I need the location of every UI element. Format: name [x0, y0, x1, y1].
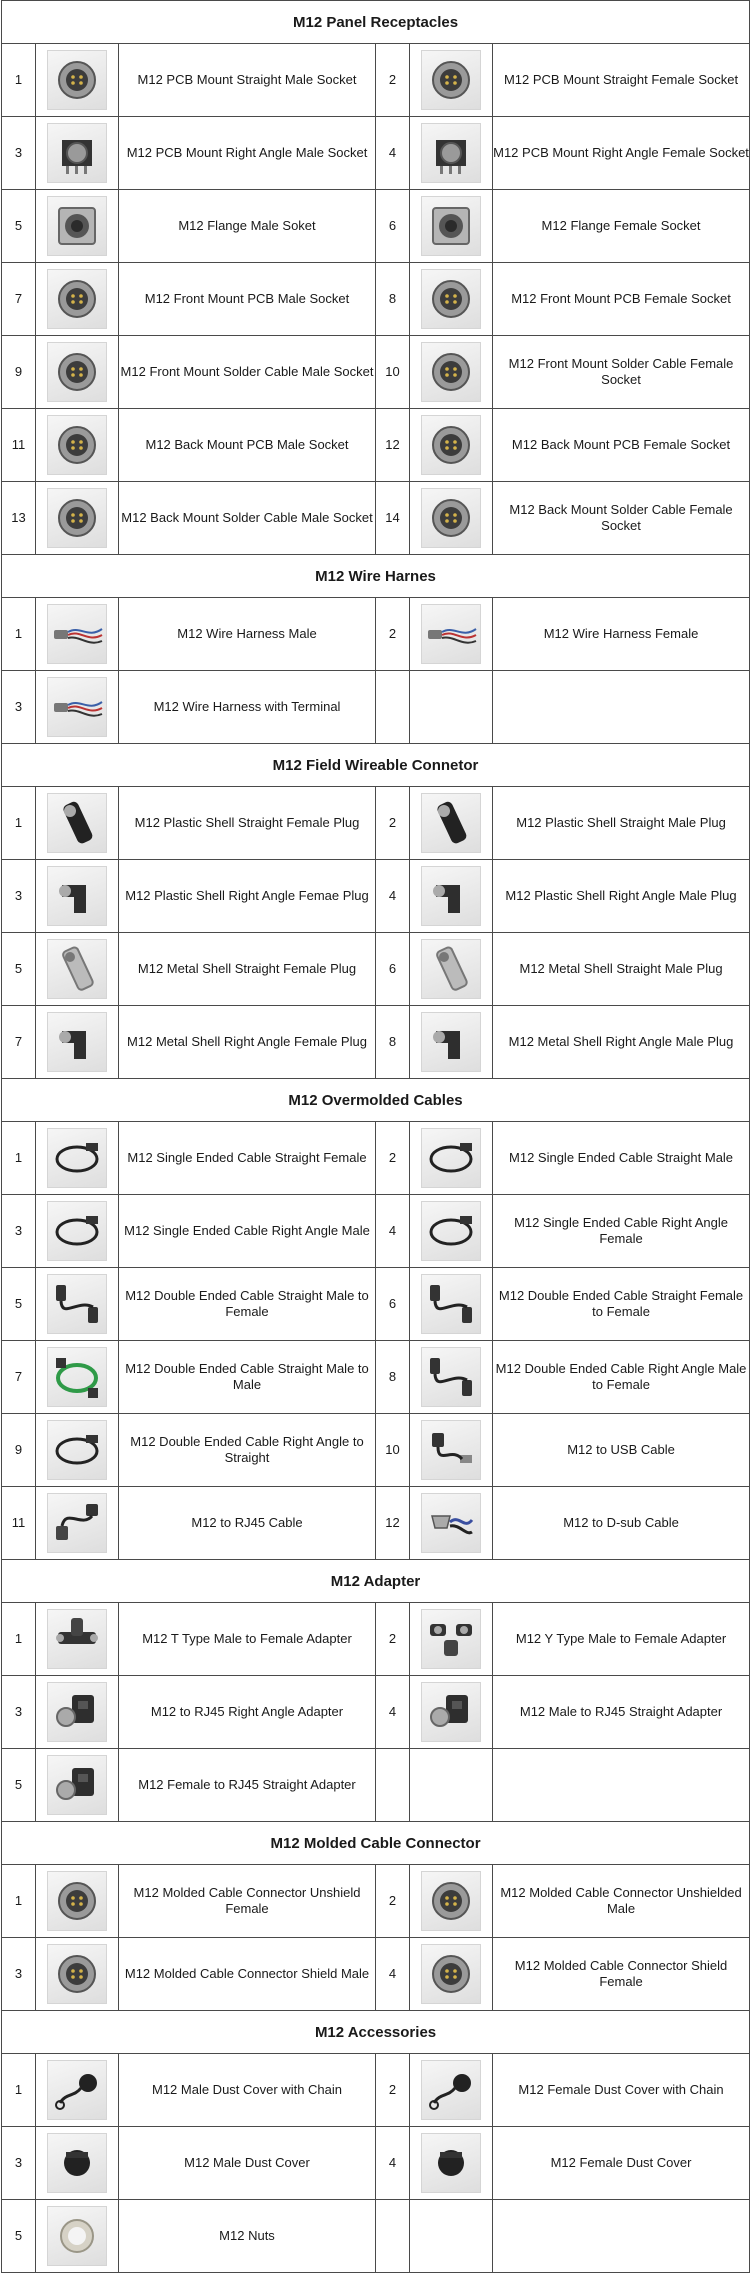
usb-cable-icon [421, 1420, 481, 1480]
product-image-cell [410, 409, 493, 482]
product-image-cell [410, 482, 493, 555]
product-image-cell [36, 409, 119, 482]
green-cable-icon [47, 1347, 107, 1407]
item-number: 1 [2, 2054, 36, 2127]
section-title: M12 Accessories [2, 2011, 750, 2054]
item-number: 14 [376, 482, 410, 555]
item-number: 3 [2, 1195, 36, 1268]
product-name: M12 to USB Cable [493, 1414, 750, 1487]
item-number: 8 [376, 1006, 410, 1079]
product-name: M12 Back Mount Solder Cable Male Socket [119, 482, 376, 555]
item-number: 1 [2, 1865, 36, 1938]
product-image-cell [410, 1414, 493, 1487]
item-number: 1 [2, 1122, 36, 1195]
socket-icon [47, 342, 107, 402]
product-image-cell [410, 1865, 493, 1938]
table-row [2, 1195, 750, 1268]
product-image-cell [36, 1487, 119, 1560]
socket-icon [421, 269, 481, 329]
section-header-m12-overmolded-cables [2, 1079, 750, 1122]
item-number: 4 [376, 2127, 410, 2200]
product-name: M12 Molded Cable Connector Shield Male [119, 1938, 376, 2011]
rj45-adapter-icon [47, 1755, 107, 1815]
product-name: M12 Front Mount Solder Cable Female Socket [493, 336, 750, 409]
socket-icon [47, 50, 107, 110]
item-number: 6 [376, 190, 410, 263]
table-row [2, 1676, 750, 1749]
metal-plug-icon [421, 939, 481, 999]
item-number: 1 [2, 1603, 36, 1676]
item-number: 6 [376, 1268, 410, 1341]
wire-harness-icon [421, 604, 481, 664]
product-name: M12 to D-sub Cable [493, 1487, 750, 1560]
right-angle-plug-icon [421, 866, 481, 926]
product-image-cell [36, 263, 119, 336]
section-header-m12-field-wireable-connetor [2, 744, 750, 787]
product-name: M12 Female Dust Cover [493, 2127, 750, 2200]
wire-harness-icon [47, 604, 107, 664]
product-image-cell [36, 1676, 119, 1749]
item-number: 3 [2, 117, 36, 190]
product-image-cell [410, 1006, 493, 1079]
section-header-m12-adapter [2, 1560, 750, 1603]
product-image-cell [410, 1487, 493, 1560]
socket-icon [421, 1871, 481, 1931]
product-name: M12 to RJ45 Right Angle Adapter [119, 1676, 376, 1749]
product-name: M12 Female Dust Cover with Chain [493, 2054, 750, 2127]
product-image-cell [36, 117, 119, 190]
socket-icon [421, 50, 481, 110]
empty-cell [376, 2200, 410, 2273]
table-row [2, 1268, 750, 1341]
empty-cell [493, 671, 750, 744]
table-row [2, 671, 750, 744]
product-name: M12 Double Ended Cable Right Angle to Straight [119, 1414, 376, 1487]
rj45-adapter-icon [421, 1682, 481, 1742]
item-number: 10 [376, 336, 410, 409]
product-name: M12 Back Mount Solder Cable Female Socket [493, 482, 750, 555]
product-image-cell [36, 671, 119, 744]
plug-icon [47, 793, 107, 853]
product-name: M12 Plastic Shell Right Angle Femae Plug [119, 860, 376, 933]
table-row [2, 1603, 750, 1676]
product-name: M12 Back Mount PCB Female Socket [493, 409, 750, 482]
product-name: M12 Double Ended Cable Straight Female to Female [493, 1268, 750, 1341]
socket-icon [47, 488, 107, 548]
product-name: M12 Front Mount PCB Male Socket [119, 263, 376, 336]
product-image-cell [36, 1938, 119, 2011]
dust-cover-icon [421, 2133, 481, 2193]
section-title: M12 Wire Harnes [2, 555, 750, 598]
item-number: 7 [2, 1006, 36, 1079]
item-number: 5 [2, 1268, 36, 1341]
product-image-cell [410, 787, 493, 860]
cable-icon [421, 1128, 481, 1188]
item-number: 11 [2, 409, 36, 482]
product-image-cell [410, 2054, 493, 2127]
product-image-cell [410, 44, 493, 117]
t-adapter-icon [47, 1609, 107, 1669]
item-number: 13 [2, 482, 36, 555]
empty-cell [410, 1749, 493, 1822]
table-row [2, 1006, 750, 1079]
product-image-cell [410, 1268, 493, 1341]
product-name: M12 Wire Harness Male [119, 598, 376, 671]
table-row [2, 860, 750, 933]
product-image-cell [36, 1603, 119, 1676]
table-row [2, 1414, 750, 1487]
table-row [2, 482, 750, 555]
product-name: M12 PCB Mount Straight Male Socket [119, 44, 376, 117]
cable-icon [47, 1128, 107, 1188]
table-row [2, 336, 750, 409]
empty-cell [376, 1749, 410, 1822]
item-number: 7 [2, 263, 36, 336]
product-name: M12 Metal Shell Right Angle Male Plug [493, 1006, 750, 1079]
table-row [2, 1487, 750, 1560]
item-number: 1 [2, 787, 36, 860]
product-image-cell [410, 336, 493, 409]
product-name: M12 Y Type Male to Female Adapter [493, 1603, 750, 1676]
right-angle-plug-icon [47, 866, 107, 926]
product-name: M12 Double Ended Cable Straight Male to Male [119, 1341, 376, 1414]
flange-socket-icon [47, 196, 107, 256]
dust-cover-chain-icon [47, 2060, 107, 2120]
product-name: M12 Male to RJ45 Straight Adapter [493, 1676, 750, 1749]
section-title: M12 Panel Receptacles [2, 1, 750, 44]
socket-icon [47, 1871, 107, 1931]
item-number: 4 [376, 1195, 410, 1268]
table-row [2, 409, 750, 482]
product-name: M12 Female to RJ45 Straight Adapter [119, 1749, 376, 1822]
cable-icon [421, 1201, 481, 1261]
product-name: M12 Wire Harness with Terminal [119, 671, 376, 744]
product-image-cell [410, 1195, 493, 1268]
item-number: 4 [376, 117, 410, 190]
product-name: M12 Front Mount PCB Female Socket [493, 263, 750, 336]
product-image-cell [410, 933, 493, 1006]
cable-icon [47, 1201, 107, 1261]
item-number: 3 [2, 1676, 36, 1749]
empty-cell [410, 671, 493, 744]
socket-icon [421, 415, 481, 475]
section-title: M12 Molded Cable Connector [2, 1822, 750, 1865]
product-image-cell [410, 190, 493, 263]
product-name: M12 Flange Male Soket [119, 190, 376, 263]
socket-icon [421, 488, 481, 548]
cable-icon [47, 1420, 107, 1480]
product-name: M12 Wire Harness Female [493, 598, 750, 671]
product-image-cell [410, 860, 493, 933]
item-number: 2 [376, 1865, 410, 1938]
plug-icon [421, 793, 481, 853]
product-image-cell [410, 1122, 493, 1195]
item-number: 8 [376, 1341, 410, 1414]
wire-harness-icon [47, 677, 107, 737]
table-row [2, 117, 750, 190]
double-cable-icon [421, 1347, 481, 1407]
section-title: M12 Overmolded Cables [2, 1079, 750, 1122]
item-number: 5 [2, 2200, 36, 2273]
section-header-m12-panel-receptacles [2, 1, 750, 44]
product-name: M12 Male Dust Cover [119, 2127, 376, 2200]
nut-icon [47, 2206, 107, 2266]
product-name: M12 T Type Male to Female Adapter [119, 1603, 376, 1676]
empty-cell [493, 1749, 750, 1822]
table-row [2, 263, 750, 336]
item-number: 7 [2, 1341, 36, 1414]
right-angle-plug-icon [47, 1012, 107, 1072]
product-name: M12 Single Ended Cable Straight Female [119, 1122, 376, 1195]
product-name: M12 Double Ended Cable Straight Male to Female [119, 1268, 376, 1341]
product-image-cell [36, 1195, 119, 1268]
product-image-cell [410, 598, 493, 671]
item-number: 1 [2, 44, 36, 117]
item-number: 3 [2, 860, 36, 933]
right-angle-socket-icon [47, 123, 107, 183]
item-number: 5 [2, 933, 36, 1006]
product-name: M12 Molded Cable Connector Shield Female [493, 1938, 750, 2011]
product-name: M12 PCB Mount Right Angle Male Socket [119, 117, 376, 190]
table-row [2, 1341, 750, 1414]
socket-icon [47, 415, 107, 475]
item-number: 6 [376, 933, 410, 1006]
product-name: M12 Nuts [119, 2200, 376, 2273]
product-name: M12 Back Mount PCB Male Socket [119, 409, 376, 482]
product-image-cell [36, 1341, 119, 1414]
item-number: 5 [2, 1749, 36, 1822]
product-image-cell [36, 1006, 119, 1079]
rj45-adapter-icon [47, 1682, 107, 1742]
rj45-cable-icon [47, 1493, 107, 1553]
metal-plug-icon [47, 939, 107, 999]
product-image-cell [36, 44, 119, 117]
product-image-cell [36, 190, 119, 263]
product-image-cell [410, 1603, 493, 1676]
empty-cell [410, 2200, 493, 2273]
product-image-cell [36, 2200, 119, 2273]
product-image-cell [410, 1341, 493, 1414]
product-name: M12 to RJ45 Cable [119, 1487, 376, 1560]
item-number: 3 [2, 1938, 36, 2011]
item-number: 4 [376, 1676, 410, 1749]
table-row [2, 1749, 750, 1822]
flange-socket-icon [421, 196, 481, 256]
table-row [2, 787, 750, 860]
product-image-cell [410, 1676, 493, 1749]
socket-icon [47, 269, 107, 329]
item-number: 3 [2, 2127, 36, 2200]
product-image-cell [36, 1122, 119, 1195]
right-angle-socket-icon [421, 123, 481, 183]
section-header-m12-molded-cable-connector [2, 1822, 750, 1865]
product-name: M12 Plastic Shell Straight Female Plug [119, 787, 376, 860]
table-row [2, 933, 750, 1006]
item-number: 12 [376, 1487, 410, 1560]
product-image-cell [410, 117, 493, 190]
product-catalog-table [1, 0, 750, 2273]
product-image-cell [36, 933, 119, 1006]
item-number: 12 [376, 409, 410, 482]
dsub-cable-icon [421, 1493, 481, 1553]
y-adapter-icon [421, 1609, 481, 1669]
product-name: M12 Double Ended Cable Right Angle Male to Female [493, 1341, 750, 1414]
item-number: 11 [2, 1487, 36, 1560]
socket-icon [421, 1944, 481, 2004]
product-image-cell [36, 1865, 119, 1938]
socket-icon [47, 1944, 107, 2004]
double-cable-icon [47, 1274, 107, 1334]
item-number: 2 [376, 44, 410, 117]
empty-cell [376, 671, 410, 744]
item-number: 3 [2, 671, 36, 744]
product-name: M12 Plastic Shell Right Angle Male Plug [493, 860, 750, 933]
table-row [2, 190, 750, 263]
product-name: M12 Single Ended Cable Right Angle Female [493, 1195, 750, 1268]
product-image-cell [36, 1414, 119, 1487]
item-number: 4 [376, 860, 410, 933]
product-image-cell [36, 482, 119, 555]
product-name: M12 Metal Shell Straight Female Plug [119, 933, 376, 1006]
item-number: 5 [2, 190, 36, 263]
product-name: M12 Metal Shell Right Angle Female Plug [119, 1006, 376, 1079]
table-row [2, 1938, 750, 2011]
item-number: 2 [376, 787, 410, 860]
item-number: 2 [376, 598, 410, 671]
double-cable-icon [421, 1274, 481, 1334]
product-image-cell [36, 2054, 119, 2127]
table-row [2, 1122, 750, 1195]
product-name: M12 PCB Mount Right Angle Female Socket [493, 117, 750, 190]
socket-icon [421, 342, 481, 402]
table-row [2, 44, 750, 117]
empty-cell [493, 2200, 750, 2273]
product-name: M12 PCB Mount Straight Female Socket [493, 44, 750, 117]
section-header-m12-accessories [2, 2011, 750, 2054]
product-image-cell [36, 598, 119, 671]
product-image-cell [36, 1268, 119, 1341]
item-number: 10 [376, 1414, 410, 1487]
product-image-cell [410, 263, 493, 336]
product-image-cell [410, 2127, 493, 2200]
product-image-cell [36, 1749, 119, 1822]
item-number: 9 [2, 336, 36, 409]
table-row [2, 2054, 750, 2127]
table-row [2, 598, 750, 671]
table-row [2, 1865, 750, 1938]
product-name: M12 Molded Cable Connector Unshielded Male [493, 1865, 750, 1938]
item-number: 9 [2, 1414, 36, 1487]
product-image-cell [36, 787, 119, 860]
product-name: M12 Front Mount Solder Cable Male Socket [119, 336, 376, 409]
right-angle-plug-icon [421, 1012, 481, 1072]
product-name: M12 Flange Female Socket [493, 190, 750, 263]
item-number: 4 [376, 1938, 410, 2011]
product-name: M12 Male Dust Cover with Chain [119, 2054, 376, 2127]
section-title: M12 Adapter [2, 1560, 750, 1603]
item-number: 1 [2, 598, 36, 671]
item-number: 2 [376, 1603, 410, 1676]
product-name: M12 Single Ended Cable Right Angle Male [119, 1195, 376, 1268]
product-name: M12 Plastic Shell Straight Male Plug [493, 787, 750, 860]
item-number: 2 [376, 2054, 410, 2127]
item-number: 8 [376, 263, 410, 336]
product-name: M12 Molded Cable Connector Unshield Female [119, 1865, 376, 1938]
product-name: M12 Metal Shell Straight Male Plug [493, 933, 750, 1006]
section-header-m12-wire-harnes [2, 555, 750, 598]
dust-cover-icon [47, 2133, 107, 2193]
product-name: M12 Single Ended Cable Straight Male [493, 1122, 750, 1195]
table-row [2, 2127, 750, 2200]
product-image-cell [36, 860, 119, 933]
section-title: M12 Field Wireable Connetor [2, 744, 750, 787]
item-number: 2 [376, 1122, 410, 1195]
product-image-cell [36, 336, 119, 409]
product-image-cell [36, 2127, 119, 2200]
dust-cover-chain-icon [421, 2060, 481, 2120]
product-image-cell [410, 1938, 493, 2011]
table-row [2, 2200, 750, 2273]
